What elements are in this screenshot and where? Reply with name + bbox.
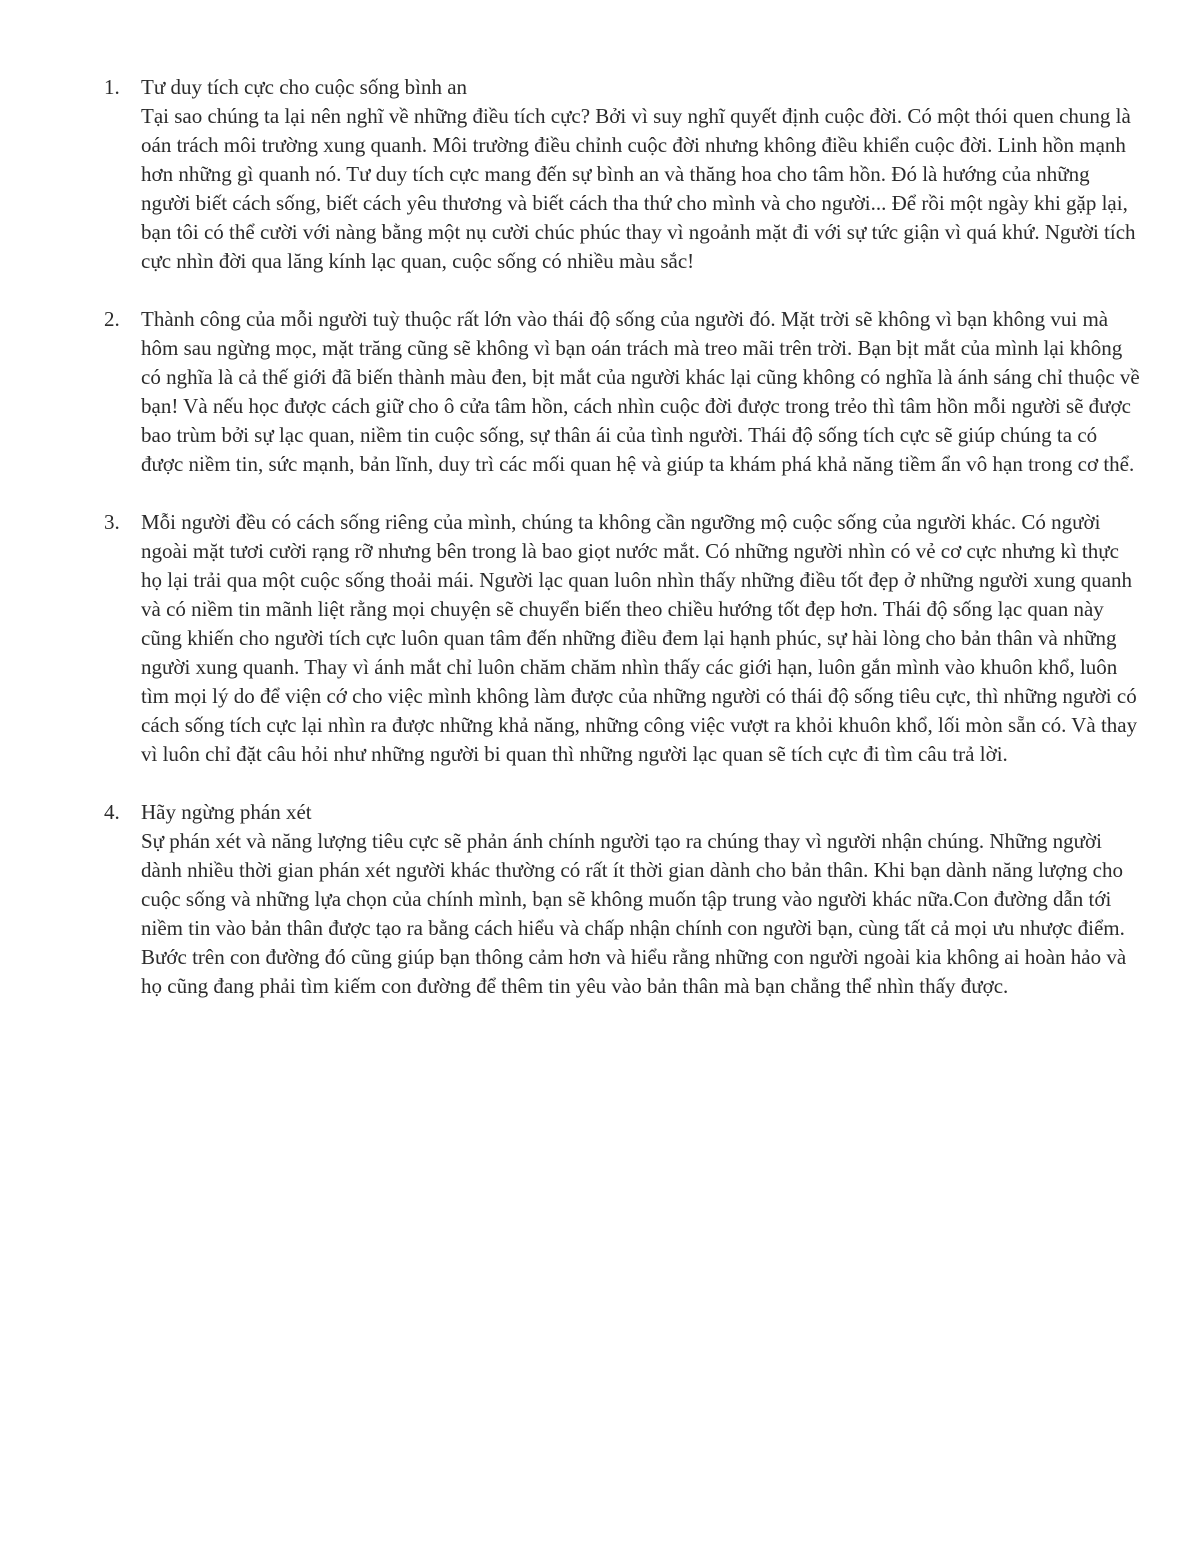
list-item xyxy=(104,508,1141,769)
list-number: 4. xyxy=(104,800,120,824)
list-item xyxy=(104,798,1141,1001)
numbered-list xyxy=(104,73,1141,1030)
item-body: Thành công của mỗi người tuỳ thuộc rất lớn vào thái độ sống của người đó. Mặt trời sẽ không vì bạn không vui mà hôm sau ngừng mọc, mặt trăng cũng sẽ không vì bạn oán trách mà treo mãi trên trời. Bạn bịt mắt của mình lại không có nghĩa là cả thế giới đã biến thành màu đen, bịt mắt của người khác lại cũng không có nghĩa là ánh sáng chỉ thuộc về bạn! Và nếu học được cách giữ cho ô cửa tâm hồn, cách nhìn cuộc đời được trong trẻo thì tâm hồn mỗi người sẽ được bao trùm bởi sự lạc quan, niềm tin cuộc sống, sự thân ái của tình người. Thái độ sống tích cực sẽ giúp chúng ta có được niềm tin, sức mạnh, bản lĩnh, duy trì các mối quan hệ và giúp ta khám phá khả năng tiềm ẩn vô hạn trong cơ thể. xyxy=(141,307,1140,476)
list-number: 2. xyxy=(104,307,120,331)
item-heading: Hãy ngừng phán xét xyxy=(141,800,312,824)
item-heading: Tư duy tích cực cho cuộc sống bình an xyxy=(141,75,468,99)
list-number: 3. xyxy=(104,510,120,534)
item-body: Mỗi người đều có cách sống riêng của mình, chúng ta không cần ngưỡng mộ cuộc sống của người khác. Có người ngoài mặt tươi cười rạng rỡ nhưng bên trong là bao giọt nước mắt. Có những người nhìn có vẻ cơ cực nhưng kì thực họ lại trải qua một cuộc sống thoải mái. Người lạc quan luôn nhìn thấy những điều tốt đẹp ở những người xung quanh và có niềm tin mãnh liệt rằng mọi chuyện sẽ chuyển biến theo chiều hướng tốt đẹp hơn. Thái độ sống lạc quan này cũng khiến cho người tích cực luôn quan tâm đến những điều đem lại hạnh phúc, sự hài lòng cho bản thân và những người xung quanh. Thay vì ánh mắt chỉ luôn chăm chăm nhìn thấy các giới hạn, luôn gắn mình vào khuôn khổ, luôn tìm mọi lý do để viện cớ cho việc mình không làm được của những người có thái độ sống tiêu cực, thì những người có cách sống tích cực lại nhìn ra được những khả năng, những công việc vượt ra khỏi khuôn khổ, lối mòn sẵn có. Và thay vì luôn chỉ đặt câu hỏi như những người bi quan thì những người lạc quan sẽ tích cực đi tìm câu trả lời. xyxy=(141,510,1138,766)
list-number: 1. xyxy=(104,75,120,99)
list-item xyxy=(104,305,1141,479)
item-body: Tại sao chúng ta lại nên nghĩ về những điều tích cực? Bởi vì suy nghĩ quyết định cuộc đời. Có một thói quen chung là oán trách môi trường xung quanh. Môi trường điều chỉnh cuộc đời nhưng không điều khiển cuộc đời. Linh hồn mạnh hơn những gì quanh nó. Tư duy tích cực mang đến sự bình an và thăng hoa cho tâm hồn. Đó là hướng của những người biết cách sống, biết cách yêu thương và biết cách tha thứ cho mình và cho người... Để rồi một ngày khi gặp lại, bạn tôi có thể cười với nàng bằng một nụ cười chúc phúc thay vì ngoảnh mặt đi với sự tức giận vì quá khứ. Người tích cực nhìn đời qua lăng kính lạc quan, cuộc sống có nhiều màu sắc! xyxy=(141,104,1136,273)
list-item xyxy=(104,73,1141,276)
item-body: Sự phán xét và năng lượng tiêu cực sẽ phản ánh chính người tạo ra chúng thay vì người nhận chúng. Những người dành nhiều thời gian phán xét người khác thường có rất ít thời gian dành cho bản thân. Khi bạn dành năng lượng cho cuộc sống và những lựa chọn của chính mình, bạn sẽ không muốn tập trung vào người khác nữa.Con đường dẫn tới niềm tin vào bản thân được tạo ra bằng cách hiểu và chấp nhận chính con người bạn, cùng tất cả mọi ưu nhược điểm. Bước trên con đường đó cũng giúp bạn thông cảm hơn và hiểu rằng những con người ngoài kia không ai hoàn hảo và họ cũng đang phải tìm kiếm con đường để thêm tin yêu vào bản thân mà bạn chẳng thể nhìn thấy được. xyxy=(141,829,1127,998)
